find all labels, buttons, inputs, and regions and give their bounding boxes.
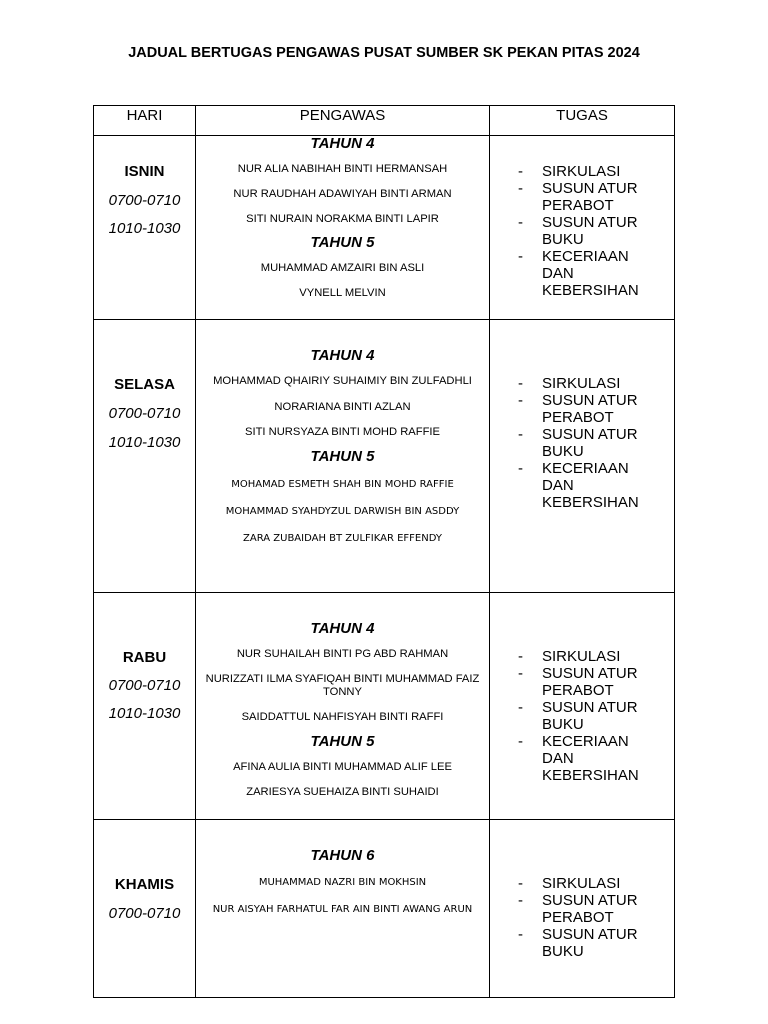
year-label: TAHUN 6	[310, 847, 375, 864]
prefect-name: ZARA ZUBAIDAH BT ZULFIKAR EFFENDY	[243, 533, 442, 544]
prefect-name: NUR ALIA NABIHAH BINTI HERMANSAH	[237, 163, 448, 175]
prefects-cell	[196, 320, 490, 593]
task-item: - KECERIAAN DAN KEBERSIHAN	[518, 248, 639, 299]
year-label: TAHUN 4	[310, 347, 375, 364]
table-row	[94, 136, 675, 320]
page-title: JADUAL BERTUGAS PENGAWAS PUSAT SUMBER SK PEKAN PITAS 2024	[128, 45, 640, 61]
time-slot: 1010-1030	[108, 220, 181, 237]
year-label: TAHUN 4	[310, 135, 375, 152]
prefect-name: SITI NURAIN NORAKMA BINTI LAPIR	[246, 213, 439, 225]
prefect-name: SAIDDATTUL NAHFISYAH BINTI RAFFI	[241, 711, 444, 723]
table-header-row	[94, 106, 675, 136]
prefect-name: NURIZZATI ILMA SYAFIQAH BINTI MUHAMMAD FAIZ TONNY	[205, 673, 480, 698]
task-item: - KECERIAAN DAN KEBERSIHAN	[518, 733, 639, 784]
table-row	[94, 320, 675, 593]
header-day: HARI	[94, 106, 196, 136]
year-label: TAHUN 5	[310, 234, 375, 251]
tasks-cell	[490, 593, 675, 820]
task-list	[490, 648, 674, 784]
task-item: - SUSUN ATUR PERABOT	[518, 180, 638, 214]
prefect-name: VYNELL MELVIN	[299, 287, 386, 299]
time-slot: 0700-0710	[108, 905, 181, 922]
prefect-name: NUR RAUDHAH ADAWIYAH BINTI ARMAN	[233, 188, 452, 200]
prefect-name: SITI NURSYAZA BINTI MOHD RAFFIE	[245, 426, 440, 438]
table-row	[94, 820, 675, 998]
task-list	[490, 875, 674, 960]
prefect-name: NORARIANA BINTI AZLAN	[274, 401, 411, 413]
task-item: - SUSUN ATUR PERABOT	[518, 892, 638, 926]
prefect-name: NUR SUHAILAH BINTI PG ABD RAHMAN	[236, 648, 449, 660]
tasks-cell	[490, 320, 675, 593]
year-label: TAHUN 5	[310, 448, 375, 465]
day-name: SELASA	[114, 376, 175, 393]
task-item: - KECERIAAN DAN KEBERSIHAN	[518, 460, 639, 511]
task-item: - SUSUN ATUR PERABOT	[518, 392, 638, 426]
task-item: - SIRKULASI	[518, 375, 621, 392]
time-slot: 1010-1030	[108, 434, 181, 451]
day-cell	[94, 820, 196, 998]
day-cell	[94, 320, 196, 593]
task-item: - SIRKULASI	[518, 163, 621, 180]
day-name: RABU	[122, 649, 167, 666]
task-item: - SUSUN ATUR PERABOT	[518, 665, 638, 699]
task-item: - SUSUN ATUR BUKU	[518, 926, 638, 960]
time-slot: 0700-0710	[108, 405, 181, 422]
tasks-cell	[490, 136, 675, 320]
time-slot: 1010-1030	[108, 705, 181, 722]
duty-roster-table	[93, 105, 675, 998]
header-prefects: PENGAWAS	[196, 106, 490, 136]
prefect-name: ZARIESYA SUEHAIZA BINTI SUHAIDI	[246, 786, 439, 798]
year-label: TAHUN 4	[310, 620, 375, 637]
time-slot: 0700-0710	[108, 192, 181, 209]
task-item: - SUSUN ATUR BUKU	[518, 699, 638, 733]
table-row	[94, 593, 675, 820]
day-name: KHAMIS	[114, 876, 175, 893]
prefect-name: AFINA AULIA BINTI MUHAMMAD ALIF LEE	[233, 761, 452, 773]
day-name: ISNIN	[124, 163, 165, 180]
year-label: TAHUN 5	[310, 733, 375, 750]
task-item: - SIRKULASI	[518, 648, 621, 665]
prefects-cell	[196, 593, 490, 820]
prefect-name: MOHAMMAD QHAIRIY SUHAIMIY BIN ZULFADHLI	[213, 375, 472, 387]
prefect-name: MOHAMMAD SYAHDYZUL DARWISH BIN ASDDY	[225, 506, 460, 517]
prefect-name: MOHAMAD ESMETH SHAH BIN MOHD RAFFIE	[231, 479, 454, 490]
prefect-name: MUHAMMAD NAZRI BIN MOKHSIN	[258, 877, 427, 888]
time-slot: 0700-0710	[108, 677, 181, 694]
task-list	[490, 375, 674, 511]
day-cell	[94, 136, 196, 320]
prefects-cell	[196, 136, 490, 320]
header-tasks: TUGAS	[490, 106, 675, 136]
prefect-name: NUR AISYAH FARHATUL FAR AIN BINTI AWANG ARUN	[212, 904, 473, 915]
task-list	[490, 163, 674, 299]
task-item: - SIRKULASI	[518, 875, 621, 892]
prefects-cell	[196, 820, 490, 998]
tasks-cell	[490, 820, 675, 998]
prefect-name: MUHAMMAD AMZAIRI BIN ASLI	[260, 262, 425, 274]
day-cell	[94, 593, 196, 820]
task-item: - SUSUN ATUR BUKU	[518, 214, 638, 248]
task-item: - SUSUN ATUR BUKU	[518, 426, 638, 460]
